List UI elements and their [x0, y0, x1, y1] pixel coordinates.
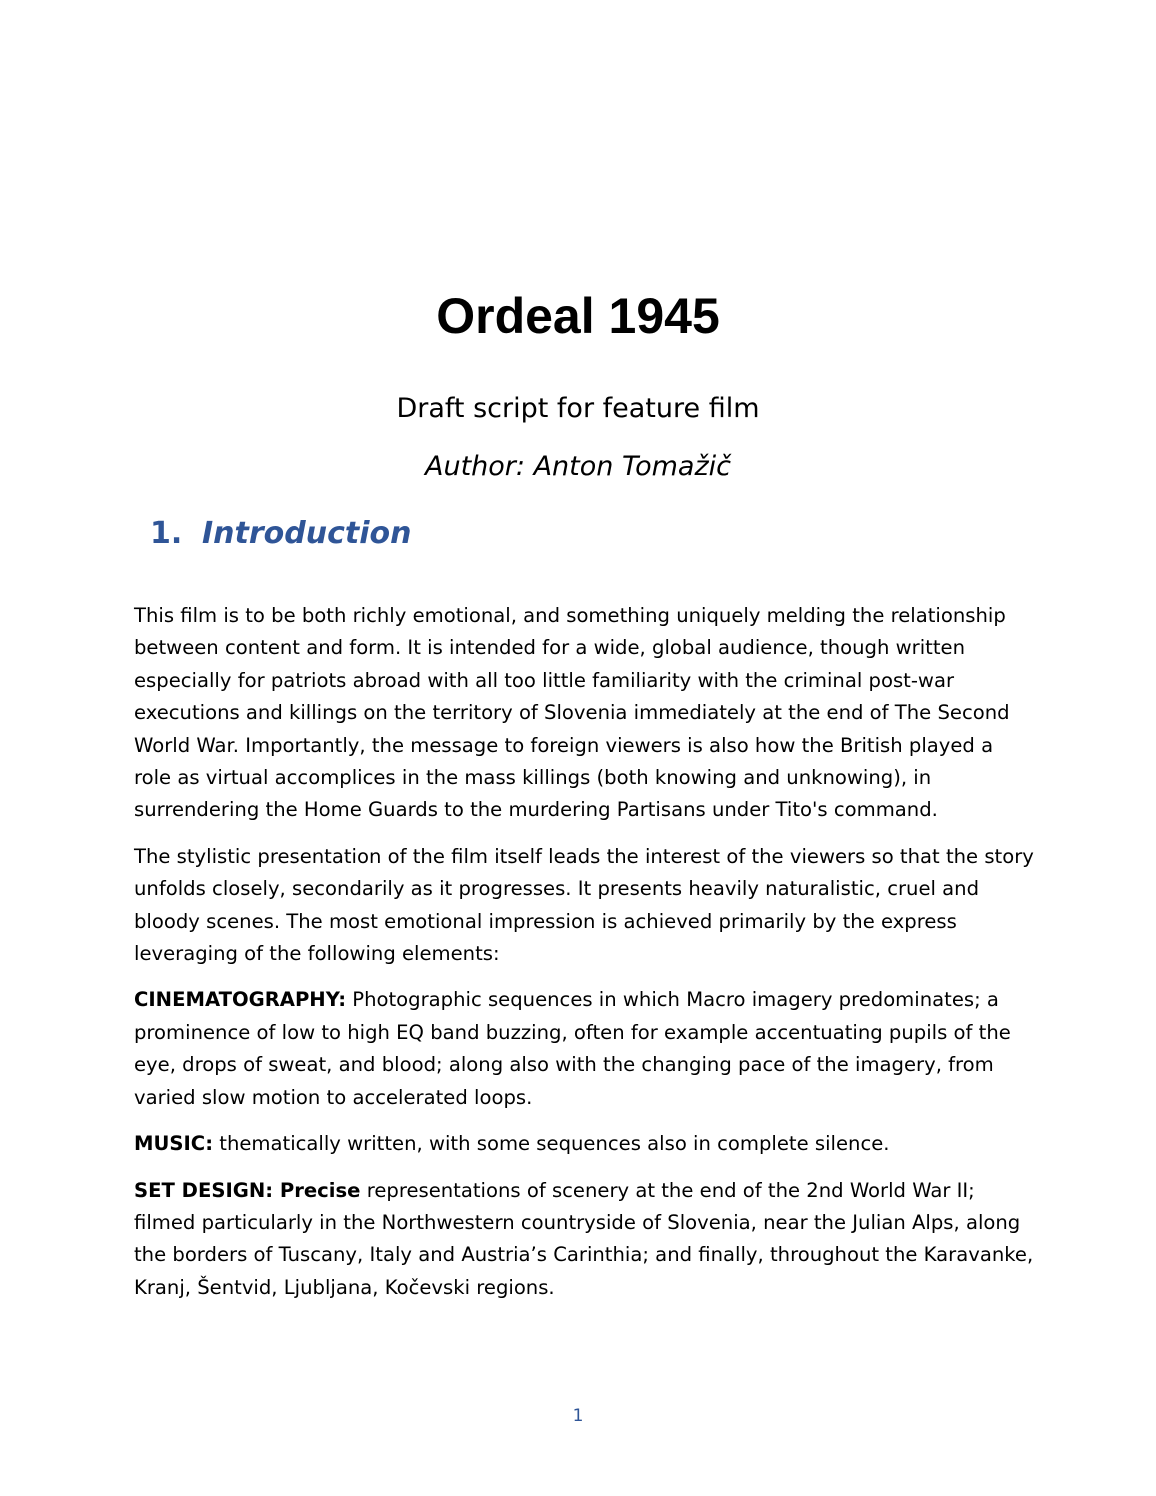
music-text: thematically written, with some sequences also in complete silence.	[213, 1132, 890, 1156]
set-design-label: SET DESIGN: Precise	[134, 1178, 361, 1202]
section-number: 1.	[150, 516, 183, 551]
cinematography-text: Photographic sequences in which Macro imagery predominates; a prominence of low to high EQ band buzzing, often for example accentuating pupils of the eye, drops of sweat, and blood; along also with the changing pace of the imagery, from varied slow motion to accelerated loops.	[134, 988, 1011, 1109]
cinematography-label: CINEMATOGRAPHY:	[134, 988, 347, 1012]
paragraph-intro: This film is to be both richly emotional, and something uniquely melding the relationship between content and form. It is intended for a wide, global audience, though written especially for patriots abroad with all too little familiarity with the criminal post-war executions and killings on the territory of Slovenia immediately at the end of The Second World War. Importantly, the message to foreign viewers is also how the British played a role as virtual accomplices in the mass killings (both knowing and unknowing), in surrendering the Home Guards to the murdering Partisans under Tito's command.	[134, 604, 1010, 822]
body-text	[134, 600, 1034, 1318]
section-title: Introduction	[202, 516, 412, 551]
page-number: 1	[572, 1406, 584, 1426]
music-label: MUSIC:	[134, 1132, 214, 1156]
paragraph-cinematography	[134, 984, 1034, 1114]
paragraph-style: The stylistic presentation of the film itself leads the interest of the viewers so that the story unfolds closely, secondarily as it progresses. It presents heavily naturalistic, cruel and bloody scenes. The most emotional impression is achieved primarily by the express leveraging of the following elements:	[134, 844, 1034, 966]
document-subtitle: Draft script for feature film	[396, 393, 760, 424]
set-design-text: representations of scenery at the end of the 2nd World War II; filmed particularly in the Northwestern countryside of Slovenia, near the Julian Alps, along the borders of Tuscany, Italy and Austria’s Carinthia; and finally, throughout the Karavanke, Kranj, Šentvid, Ljubljana, Kočevski regions.	[134, 1178, 1034, 1299]
document-author: Author: Anton Tomažič	[424, 451, 731, 482]
section-heading	[150, 513, 411, 555]
document-title: Ordeal 1945	[436, 288, 720, 344]
paragraph-set-design	[134, 1175, 1034, 1305]
paragraph-music	[134, 1128, 1034, 1160]
